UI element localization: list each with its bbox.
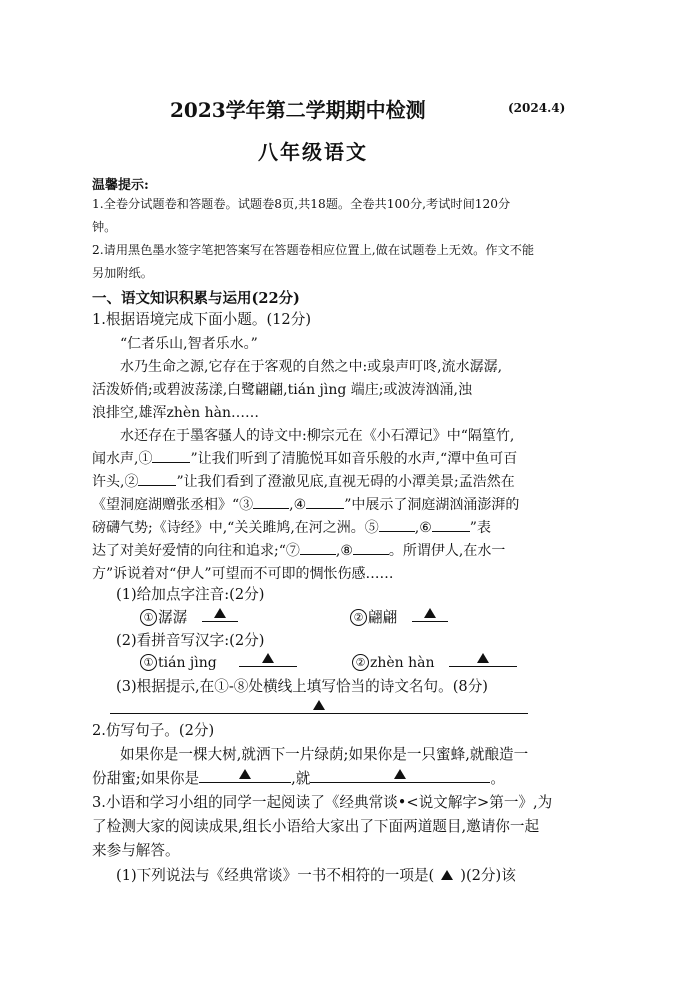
exam-date: (2024.4) xyxy=(508,101,566,115)
tips-heading: 温馨提示: xyxy=(92,178,149,193)
tip-1-cont: 钟。 xyxy=(92,220,117,234)
choice-answer-slot[interactable] xyxy=(434,867,460,884)
q1-p1-line2: 活泼娇俏;或碧波荡漾,白鹭翩翩,tián jìng 端庄;或波涛汹涌,浊 xyxy=(92,382,472,398)
q1-p2-line2-b: ”让我们听到了清脆悦耳如音乐般的水声,“潭中鱼可百 xyxy=(190,451,518,467)
blank-2[interactable] xyxy=(138,471,176,486)
answer-line-6[interactable] xyxy=(199,768,291,783)
q3-line2: 了检测大家的阅读成果,组长小语给大家出了下面两道题目,邀请你一起 xyxy=(92,818,540,835)
blank-7[interactable] xyxy=(300,540,336,555)
q2-line2-c: 。 xyxy=(490,770,505,787)
triangle-icon xyxy=(477,653,489,663)
q1-sub1-item2 xyxy=(350,606,448,627)
q1-p2-line2-a: 闻水声,① xyxy=(92,451,153,467)
q1-p2-line4-a: 《望洞庭湖赠张丞相》“③ xyxy=(92,497,254,513)
tip-2-cont: 另加附纸。 xyxy=(92,266,153,280)
q3-sub1 xyxy=(116,864,516,885)
triangle-icon xyxy=(313,700,325,710)
exam-title: 2023学年第二学期期中检测 xyxy=(170,98,426,122)
circle-num-1: ① xyxy=(140,654,157,671)
tip-2: 2.请用黑色墨水签字笔把答案写在答题卷相应位置上,做在试题卷上无效。作文不能 xyxy=(92,243,535,257)
answer-line-2[interactable] xyxy=(412,607,448,622)
q2-line2 xyxy=(92,767,505,788)
blank-6[interactable] xyxy=(432,517,470,532)
q1-sub1-item2-text: 翩翩 xyxy=(368,609,398,626)
q1-p2-line5-b: ,⑥ xyxy=(414,520,432,536)
answer-line-1[interactable] xyxy=(202,607,238,622)
triangle-icon xyxy=(262,653,274,663)
triangle-icon xyxy=(441,870,453,880)
q1-p2-line7: 方”诉说着对“伊人”可望而不可即的惆怅伤感…… xyxy=(92,566,394,582)
circle-num-2: ② xyxy=(350,609,367,626)
q1-p2-line6 xyxy=(92,540,505,560)
q1-p2-line5-c: ”表 xyxy=(469,520,491,536)
q1-sub2: (2)看拼音写汉字:(2分) xyxy=(116,632,265,649)
q1-sub1: (1)给加点字注音:(2分) xyxy=(116,586,265,603)
q1-sub2-item2-text: zhèn hàn xyxy=(370,655,435,671)
q1-p2-line3-a: 许头,② xyxy=(92,474,139,490)
q1-sub2-item1-text: tián jìng xyxy=(158,655,217,671)
q1-sub1-item1 xyxy=(140,606,238,627)
q2-line2-b: ,就 xyxy=(291,770,311,787)
answer-line-4[interactable] xyxy=(449,652,517,667)
triangle-icon xyxy=(424,608,436,618)
q1-p2-line6-a: 达了对美好爱情的向往和追求;“⑦ xyxy=(92,543,300,559)
triangle-icon xyxy=(214,608,226,618)
q2-line2-a: 份甜蜜;如果你是 xyxy=(92,770,200,787)
q1-p2-line4-c: ”中展示了洞庭湖汹涌澎湃的 xyxy=(344,497,520,513)
q1-stem: 1.根据语境完成下面小题。(12分) xyxy=(92,311,312,328)
triangle-icon xyxy=(394,769,406,779)
q1-p2-line1: 水还存在于墨客骚人的诗文中:柳宗元在《小石潭记》中“隔篁竹, xyxy=(120,428,515,444)
q1-p2-line2 xyxy=(92,448,517,468)
answer-line-7[interactable] xyxy=(310,768,490,783)
q1-p2-line4-b: ,④ xyxy=(289,497,307,513)
q3-sub1-a: (1)下列说法与《经典常谈》一书不相符的一项是( xyxy=(116,867,435,884)
q1-p1-line1: 水乃生命之源,它存在于客观的自然之中:或泉声叮咚,流水潺潺, xyxy=(120,359,503,375)
q1-p2-line5-a: 磅礴气势;《诗经》中,“关关雎鸠,在河之洲。⑤ xyxy=(92,520,379,536)
q1-p2-line6-b: ,⑧ xyxy=(335,543,353,559)
q1-sub2-item2 xyxy=(352,652,517,671)
q1-sub2-item1 xyxy=(140,652,297,671)
blank-1[interactable] xyxy=(152,448,190,463)
q1-sub1-item1-text: 潺潺 xyxy=(158,609,188,626)
q3-line3: 来参与解答。 xyxy=(92,842,180,859)
q1-p1-line3: 浪排空,雄浑zhèn hàn…… xyxy=(92,405,259,421)
q1-quote: “仁者乐山,智者乐水。” xyxy=(120,336,258,352)
q3-line1: 3.小语和学习小组的同学一起阅读了《经典常谈•<说文解字>第一》,为 xyxy=(92,794,553,811)
circle-num-2: ② xyxy=(352,654,369,671)
triangle-icon xyxy=(239,769,251,779)
q2-stem: 2.仿写句子。(2分) xyxy=(92,722,215,739)
q1-sub3: (3)根据提示,在①-⑧处横线上填写恰当的诗文名句。(8分) xyxy=(116,678,488,695)
q3-sub1-b: )(2分)该 xyxy=(460,867,516,884)
blank-3[interactable] xyxy=(253,494,289,509)
q1-p2-line6-c: 。所谓伊人,在水一 xyxy=(388,543,506,559)
blank-5[interactable] xyxy=(379,517,415,532)
blank-4[interactable] xyxy=(306,494,344,509)
q1-p2-line3-b: ”让我们看到了澄澈见底,直视无碍的小潭美景;孟浩然在 xyxy=(176,474,515,490)
q1-p2-line5 xyxy=(92,517,491,537)
q2-line1: 如果你是一棵大树,就洒下一片绿荫;如果你是一只蜜蜂,就酿造一 xyxy=(120,746,529,763)
blank-8[interactable] xyxy=(353,540,389,555)
q1-p2-line4 xyxy=(92,494,519,514)
answer-line-3[interactable] xyxy=(239,652,297,667)
answer-line-5[interactable] xyxy=(110,699,528,714)
exam-subject: 八年级语文 xyxy=(258,140,368,164)
tip-1: 1.全卷分试题卷和答题卷。试题卷8页,共18题。全卷共100分,考试时间120分 xyxy=(92,197,511,211)
q1-p2-line3 xyxy=(92,471,515,491)
section-heading: 一、语文知识积累与运用(22分) xyxy=(92,290,300,307)
circle-num-1: ① xyxy=(140,609,157,626)
q1-sub3-answer xyxy=(110,699,528,718)
